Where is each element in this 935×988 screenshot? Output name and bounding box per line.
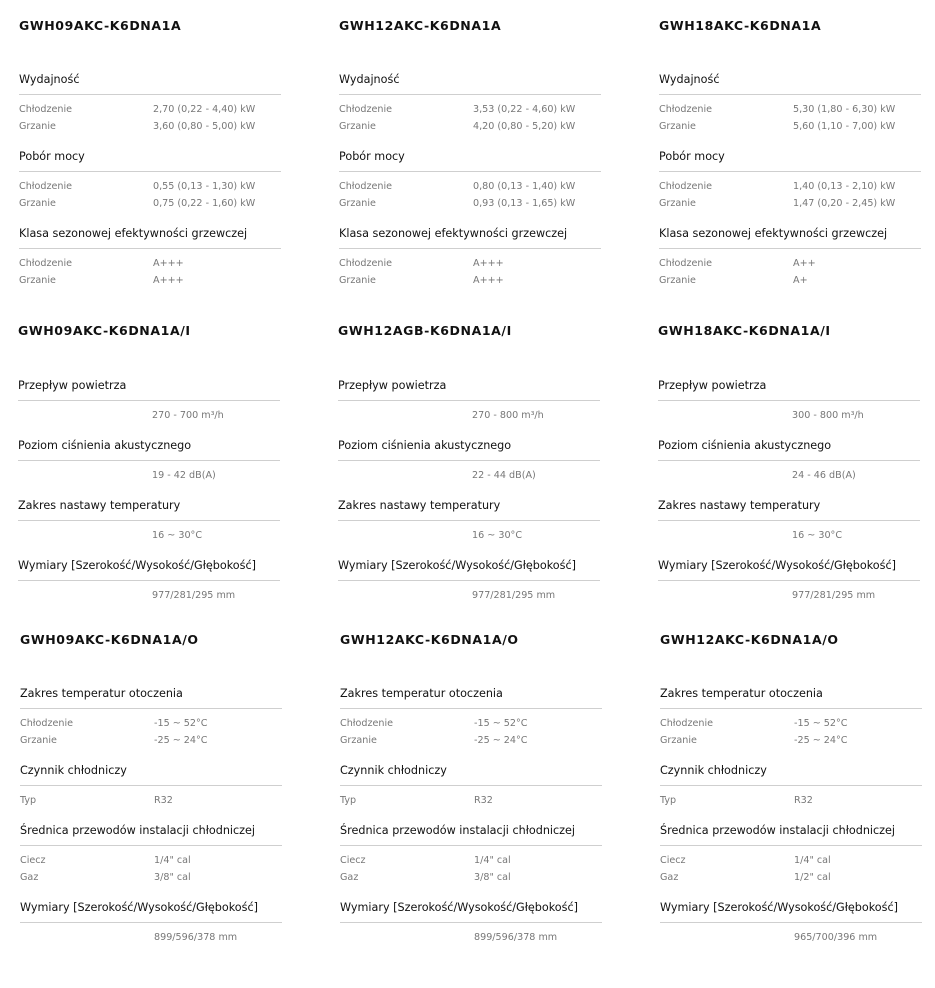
spec-rows	[340, 853, 602, 886]
model-name: GWH12AGB-K6DNA1A/I	[338, 323, 512, 338]
model-name: GWH09AKC-K6DNA1A/O	[20, 632, 199, 647]
section-divider	[339, 171, 601, 172]
spec-value: 977/281/295 mm	[472, 590, 556, 601]
section-divider	[339, 94, 601, 95]
spec-rows	[19, 179, 281, 212]
section-title: Klasa sezonowej efektywności grzewczej	[659, 227, 888, 240]
spec-section	[338, 438, 600, 484]
section-divider	[18, 580, 280, 581]
spec-label: Chłodzenie	[340, 718, 394, 729]
spec-section	[338, 498, 600, 544]
spec-section	[658, 378, 920, 424]
spec-section	[658, 438, 920, 484]
section-divider	[340, 708, 602, 709]
spec-value: 899/596/378 mm	[154, 932, 238, 943]
spec-label: Grzanie	[20, 734, 57, 746]
section-title: Średnica przewodów instalacji chłodniczej	[20, 824, 256, 837]
spec-row	[19, 119, 281, 136]
section-divider	[659, 94, 921, 95]
section-divider	[659, 248, 921, 249]
spec-label: Chłodzenie	[339, 258, 393, 269]
spec-section	[338, 378, 600, 424]
spec-label: Chłodzenie	[659, 104, 713, 115]
section-title: Wydajność	[659, 73, 720, 86]
section-title: Wydajność	[19, 73, 80, 86]
spec-value: -15 ~ 52°C	[154, 718, 208, 729]
spec-label: Chłodzenie	[659, 258, 713, 269]
spec-label: Grzanie	[19, 120, 56, 132]
section-title: Zakres temperatur otoczenia	[20, 687, 183, 700]
spec-value: 899/596/378 mm	[474, 932, 558, 943]
spec-row	[660, 853, 922, 870]
spec-label: Ciecz	[660, 855, 686, 866]
spec-value: 22 - 44 dB(A)	[472, 470, 536, 481]
spec-label: Grzanie	[660, 734, 697, 746]
section-divider	[659, 171, 921, 172]
spec-value: 977/281/295 mm	[792, 590, 876, 601]
spec-value: 19 - 42 dB(A)	[152, 470, 216, 481]
spec-section	[20, 686, 282, 749]
spec-value: 977/281/295 mm	[152, 590, 236, 601]
spec-value: 270 - 700 m³/h	[152, 410, 224, 421]
spec-row	[660, 793, 922, 810]
spec-label: Gaz	[340, 871, 359, 883]
spec-value: -25 ~ 24°C	[794, 734, 848, 746]
section-divider	[338, 520, 600, 521]
section-title: Wydajność	[339, 73, 400, 86]
spec-row	[340, 716, 602, 733]
spec-label: Chłodzenie	[19, 258, 73, 269]
spec-label: Grzanie	[339, 274, 376, 286]
spec-section	[18, 558, 280, 604]
section-title: Wymiary [Szerokość/Wysokość/Głębokość]	[20, 901, 258, 914]
section-title: Pobór mocy	[19, 150, 85, 163]
section-title: Przepływ powietrza	[658, 379, 767, 392]
section-divider	[340, 922, 602, 923]
spec-label: Typ	[660, 795, 677, 806]
spec-value: 16 ~ 30°C	[152, 530, 203, 541]
spec-value: 1/2" cal	[794, 871, 831, 883]
spec-value: 1/4" cal	[474, 855, 511, 866]
section-divider	[338, 460, 600, 461]
spec-row	[19, 196, 281, 213]
spec-section	[340, 686, 602, 749]
spec-label: Ciecz	[20, 855, 46, 866]
spec-rows	[659, 179, 921, 212]
spec-section	[339, 226, 601, 289]
section-divider	[19, 171, 281, 172]
spec-section	[20, 763, 282, 810]
section-divider	[338, 580, 600, 581]
spec-rows	[340, 793, 602, 810]
spec-value: 0,55 (0,13 - 1,30) kW	[153, 181, 256, 192]
spec-value: 1/4" cal	[794, 855, 831, 866]
spec-row	[339, 196, 601, 213]
section-divider	[19, 94, 281, 95]
spec-row	[20, 870, 282, 887]
spec-label: Chłodzenie	[339, 104, 393, 115]
spec-value: 1,40 (0,13 - 2,10) kW	[793, 181, 896, 192]
model-name: GWH09AKC-K6DNA1A/I	[18, 323, 191, 338]
section-divider	[658, 580, 920, 581]
spec-rows	[659, 102, 921, 135]
section-title: Przepływ powietrza	[18, 379, 127, 392]
spec-section	[20, 900, 282, 946]
spec-section	[660, 686, 922, 749]
spec-section	[18, 438, 280, 484]
spec-row	[339, 273, 601, 290]
section-divider	[20, 785, 282, 786]
spec-value: 4,20 (0,80 - 5,20) kW	[473, 120, 576, 132]
spec-label: Gaz	[20, 871, 39, 883]
spec-rows	[339, 179, 601, 212]
spec-row	[19, 273, 281, 290]
section-title: Poziom ciśnienia akustycznego	[338, 439, 512, 452]
spec-value: 16 ~ 30°C	[472, 530, 523, 541]
spec-value: R32	[794, 795, 813, 806]
section-divider	[18, 460, 280, 461]
spec-value: A+	[793, 274, 808, 286]
spec-value: -25 ~ 24°C	[154, 734, 208, 746]
spec-rows	[19, 256, 281, 289]
section-title: Zakres nastawy temperatury	[658, 499, 821, 512]
spec-label: Grzanie	[19, 274, 56, 286]
model-name: GWH12AKC-K6DNA1A/O	[340, 632, 519, 647]
spec-label: Gaz	[660, 871, 679, 883]
spec-section	[340, 823, 602, 886]
section-divider	[660, 922, 922, 923]
spec-value: A+++	[153, 274, 184, 286]
spec-value: 0,80 (0,13 - 1,40) kW	[473, 181, 576, 192]
section-title: Średnica przewodów instalacji chłodniczej	[340, 824, 576, 837]
model-name: GWH12AKC-K6DNA1A	[339, 18, 502, 33]
spec-value: 3,53 (0,22 - 4,60) kW	[473, 104, 576, 115]
section-title: Pobór mocy	[659, 150, 725, 163]
section-title: Zakres nastawy temperatury	[338, 499, 501, 512]
model-name: GWH12AKC-K6DNA1A/O	[660, 632, 839, 647]
section-title: Wymiary [Szerokość/Wysokość/Głębokość]	[340, 901, 578, 914]
spec-rows	[19, 102, 281, 135]
spec-value: -15 ~ 52°C	[474, 718, 528, 729]
spec-value: A+++	[473, 258, 504, 269]
spec-rows	[660, 853, 922, 886]
section-title: Pobór mocy	[339, 150, 405, 163]
spec-row	[19, 102, 281, 119]
spec-section	[340, 763, 602, 810]
spec-rows	[659, 256, 921, 289]
section-divider	[660, 708, 922, 709]
spec-section	[339, 72, 601, 135]
section-divider	[20, 845, 282, 846]
section-title: Czynnik chłodniczy	[20, 764, 127, 777]
spec-row	[340, 870, 602, 887]
spec-value: 270 - 800 m³/h	[472, 410, 544, 421]
spec-value: R32	[154, 795, 173, 806]
spec-value: A++	[793, 258, 816, 269]
spec-label: Chłodzenie	[19, 104, 73, 115]
spec-row	[659, 119, 921, 136]
section-title: Poziom ciśnienia akustycznego	[658, 439, 832, 452]
spec-value: 1/4" cal	[154, 855, 191, 866]
spec-value: 2,70 (0,22 - 4,40) kW	[153, 104, 256, 115]
spec-section	[18, 378, 280, 424]
spec-row	[339, 179, 601, 196]
section-divider	[20, 922, 282, 923]
section-divider	[660, 785, 922, 786]
section-title: Wymiary [Szerokość/Wysokość/Głębokość]	[658, 559, 896, 572]
spec-rows	[20, 716, 282, 749]
spec-rows	[660, 716, 922, 749]
spec-rows	[660, 793, 922, 810]
section-title: Klasa sezonowej efektywności grzewczej	[339, 227, 568, 240]
spec-value: 3/8" cal	[154, 871, 191, 883]
spec-section	[659, 72, 921, 135]
spec-row	[20, 793, 282, 810]
spec-section	[660, 763, 922, 810]
spec-row	[20, 716, 282, 733]
spec-label: Grzanie	[659, 197, 696, 209]
section-divider	[338, 400, 600, 401]
section-divider	[18, 520, 280, 521]
spec-label: Chłodzenie	[20, 718, 74, 729]
spec-row	[340, 793, 602, 810]
spec-section	[338, 558, 600, 604]
spec-row	[659, 273, 921, 290]
section-title: Wymiary [Szerokość/Wysokość/Głębokość]	[660, 901, 898, 914]
spec-value: 965/700/396 mm	[794, 932, 878, 943]
section-title: Poziom ciśnienia akustycznego	[18, 439, 192, 452]
section-title: Czynnik chłodniczy	[660, 764, 767, 777]
spec-rows	[339, 102, 601, 135]
spec-row	[339, 102, 601, 119]
spec-row	[660, 716, 922, 733]
spec-value: 24 - 46 dB(A)	[792, 470, 856, 481]
spec-row	[339, 119, 601, 136]
section-divider	[658, 460, 920, 461]
spec-label: Chłodzenie	[660, 718, 714, 729]
spec-section	[19, 72, 281, 135]
spec-section	[659, 226, 921, 289]
spec-row	[19, 179, 281, 196]
spec-label: Grzanie	[659, 120, 696, 132]
section-divider	[658, 400, 920, 401]
section-title: Przepływ powietrza	[338, 379, 447, 392]
section-title: Zakres nastawy temperatury	[18, 499, 181, 512]
model-name: GWH18AKC-K6DNA1A	[659, 18, 822, 33]
spec-row	[659, 179, 921, 196]
spec-label: Ciecz	[340, 855, 366, 866]
section-divider	[660, 845, 922, 846]
spec-row	[659, 256, 921, 273]
section-title: Zakres temperatur otoczenia	[660, 687, 823, 700]
spec-row	[660, 733, 922, 750]
spec-rows	[340, 716, 602, 749]
spec-value: A+++	[153, 258, 184, 269]
spec-value: 1,47 (0,20 - 2,45) kW	[793, 197, 896, 209]
spec-rows	[339, 256, 601, 289]
spec-value: 300 - 800 m³/h	[792, 410, 864, 421]
spec-rows	[20, 793, 282, 810]
section-title: Klasa sezonowej efektywności grzewczej	[19, 227, 248, 240]
section-divider	[19, 248, 281, 249]
spec-section	[658, 498, 920, 544]
spec-section	[18, 498, 280, 544]
spec-label: Typ	[20, 795, 37, 806]
section-divider	[658, 520, 920, 521]
spec-row	[20, 853, 282, 870]
spec-value: -25 ~ 24°C	[474, 734, 528, 746]
spec-label: Grzanie	[659, 274, 696, 286]
spec-value: R32	[474, 795, 493, 806]
spec-label: Grzanie	[19, 197, 56, 209]
section-title: Wymiary [Szerokość/Wysokość/Głębokość]	[18, 559, 256, 572]
spec-rows	[20, 853, 282, 886]
section-title: Średnica przewodów instalacji chłodniczej	[660, 824, 896, 837]
section-divider	[18, 400, 280, 401]
spec-section	[19, 149, 281, 212]
spec-value: 0,75 (0,22 - 1,60) kW	[153, 197, 256, 209]
spec-section	[339, 149, 601, 212]
spec-value: 5,60 (1,10 - 7,00) kW	[793, 120, 896, 132]
spec-section	[658, 558, 920, 604]
spec-row	[340, 853, 602, 870]
model-name: GWH18AKC-K6DNA1A/I	[658, 323, 831, 338]
spec-row	[339, 256, 601, 273]
spec-label: Chłodzenie	[19, 181, 73, 192]
spec-row	[659, 102, 921, 119]
section-title: Czynnik chłodniczy	[340, 764, 447, 777]
spec-value: A+++	[473, 274, 504, 286]
spec-row	[20, 733, 282, 750]
spec-label: Chłodzenie	[659, 181, 713, 192]
spec-value: -15 ~ 52°C	[794, 718, 848, 729]
spec-section	[19, 226, 281, 289]
spec-label: Grzanie	[339, 197, 376, 209]
section-divider	[340, 785, 602, 786]
spec-row	[659, 196, 921, 213]
spec-value: 16 ~ 30°C	[792, 530, 843, 541]
spec-section	[660, 823, 922, 886]
spec-value: 0,93 (0,13 - 1,65) kW	[473, 197, 576, 209]
spec-label: Typ	[340, 795, 357, 806]
spec-section	[20, 823, 282, 886]
section-divider	[20, 708, 282, 709]
spec-row	[19, 256, 281, 273]
spec-label: Chłodzenie	[339, 181, 393, 192]
spec-section	[340, 900, 602, 946]
spec-label: Grzanie	[340, 734, 377, 746]
spec-section	[659, 149, 921, 212]
model-name: GWH09AKC-K6DNA1A	[19, 18, 182, 33]
spec-value: 3/8" cal	[474, 871, 511, 883]
spec-row	[660, 870, 922, 887]
section-divider	[339, 248, 601, 249]
spec-value: 5,30 (1,80 - 6,30) kW	[793, 104, 896, 115]
section-title: Wymiary [Szerokość/Wysokość/Głębokość]	[338, 559, 576, 572]
spec-section	[660, 900, 922, 946]
spec-row	[340, 733, 602, 750]
section-divider	[340, 845, 602, 846]
spec-label: Grzanie	[339, 120, 376, 132]
spec-value: 3,60 (0,80 - 5,00) kW	[153, 120, 256, 132]
section-title: Zakres temperatur otoczenia	[340, 687, 503, 700]
